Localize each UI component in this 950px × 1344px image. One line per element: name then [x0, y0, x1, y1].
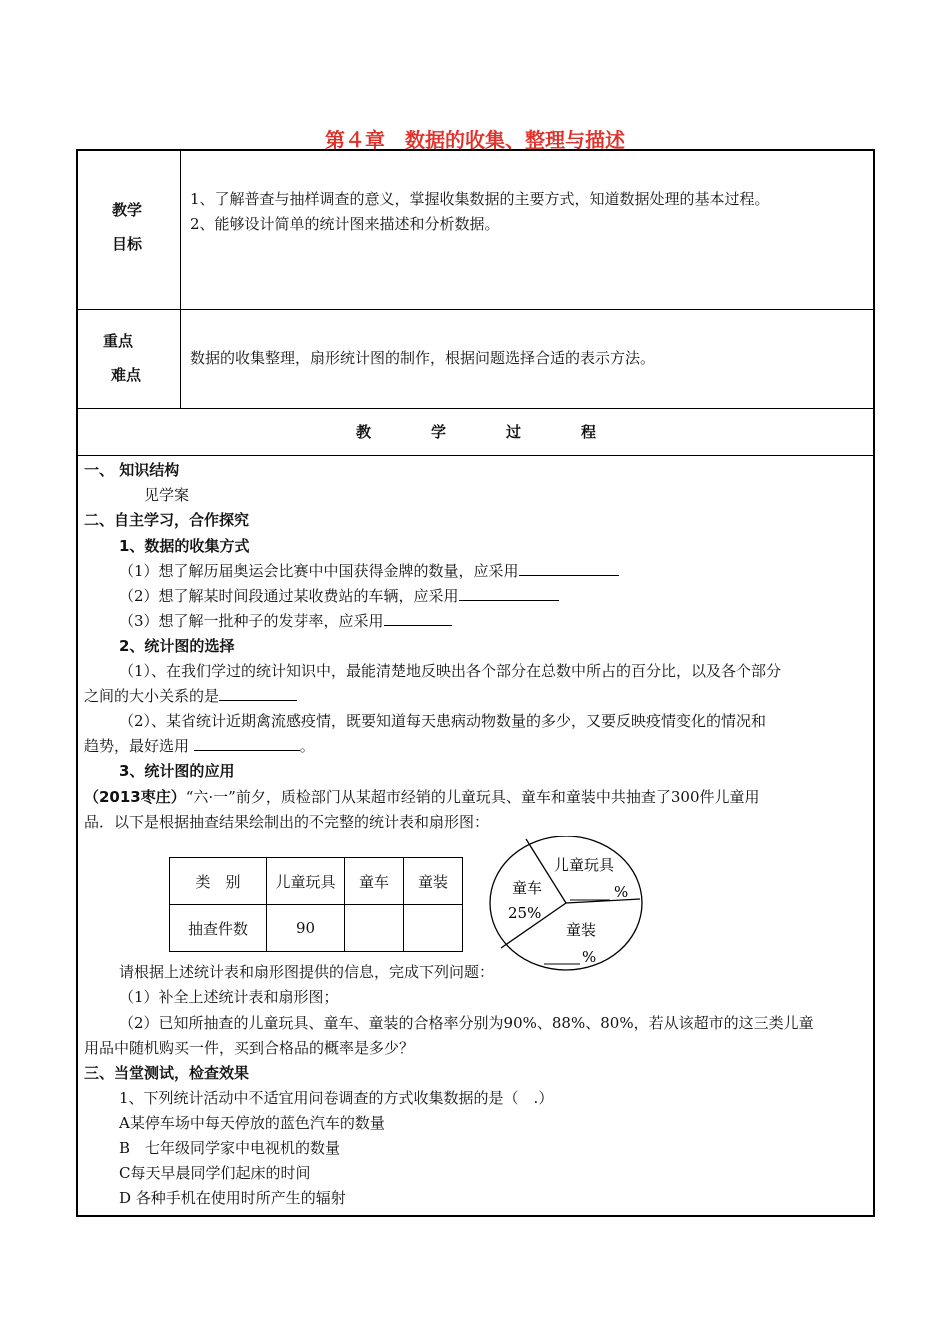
- subsection-heading: 3、统计图的应用: [119, 762, 235, 780]
- problem-text: “六·一”前夕，质检部门从某超市经销的儿童玩具、童车和童装中共抽查了300件儿童用: [185, 788, 760, 806]
- process-header-char: 过: [506, 423, 522, 441]
- question-text: （3）想了解一批种子的发芽率，应采用: [119, 612, 384, 630]
- page-title: 第４章 数据的收集、整理与描述: [325, 128, 625, 152]
- problem-task: 用品中随机购买一件，买到合格品的概率是多少？: [84, 1039, 415, 1057]
- answer-blank[interactable]: [519, 561, 619, 576]
- pie-value-toys: %: [614, 883, 629, 901]
- statistics-table: [169, 857, 463, 952]
- subsection-heading: 1、数据的收集方式: [119, 537, 250, 555]
- pie-chart: [484, 836, 664, 972]
- table-row: [170, 858, 463, 905]
- table-cell: 90: [267, 905, 345, 952]
- question-text: （1）、在我们学过的统计知识中，最能清楚地反映出各个部分在总数中所占的百分比，以及各个部分: [119, 662, 782, 680]
- problem-task: （1）补全上述统计表和扇形图；: [119, 988, 339, 1006]
- process-header-char: 学: [431, 423, 447, 441]
- divider: [76, 408, 875, 409]
- key-points-text: 数据的收集整理，扇形统计图的制作，根据问题选择合适的表示方法。: [190, 349, 656, 367]
- table-header-cell: 儿童玩具: [267, 858, 345, 905]
- question-text: （2）想了解某时间段通过某收费站的车辆，应采用: [119, 587, 459, 605]
- pie-label-clothing: 童装: [566, 921, 597, 939]
- answer-blank[interactable]: [219, 686, 297, 701]
- table-cell: 抽查件数: [170, 905, 267, 952]
- question-text: （1）想了解历届奥运会比赛中中国获得金牌的数量，应采用: [119, 562, 519, 580]
- divider: [76, 309, 875, 310]
- table-cell[interactable]: [404, 905, 463, 952]
- objective-item: 1、了解普查与抽样调查的意义，掌握收集数据的主要方式，知道数据处理的基本过程。: [190, 190, 770, 208]
- test-option: B 七年级同学家中电视机的数量: [119, 1139, 341, 1157]
- key-points-label: 难点: [111, 366, 142, 384]
- objective-item: 2、能够设计简单的统计图来描述和分析数据。: [190, 215, 500, 233]
- problem-intro: [84, 786, 760, 807]
- question-text: 之间的大小关系的是: [84, 687, 220, 705]
- question-text: 。: [299, 737, 315, 755]
- table-row: [170, 905, 463, 952]
- subsection-heading: 2、统计图的选择: [119, 637, 235, 655]
- objectives-label: 教学: [112, 201, 143, 219]
- section-heading: 二、自主学习，合作探究: [84, 511, 250, 529]
- question-line: [119, 560, 619, 581]
- question-text: （2）、某省统计近期禽流感疫情，既要知道每天患病动物数量的多少，又要反映疫情变化的情况和: [119, 712, 767, 730]
- table-header-cell: 童装: [404, 858, 463, 905]
- section-heading: 三、当堂测试，检查效果: [84, 1064, 250, 1082]
- divider: [76, 455, 875, 456]
- table-header-cell: 类 别: [170, 858, 267, 905]
- answer-blank[interactable]: [384, 611, 452, 626]
- pie-label-stroller: 童车: [512, 879, 543, 897]
- key-points-label: 重点: [103, 332, 134, 350]
- process-header-char: 教: [356, 423, 372, 441]
- test-question: 1、下列统计活动中不适宜用问卷调查的方式收集数据的是（ .）: [119, 1089, 554, 1107]
- section-heading: 一、 知识结构: [84, 461, 180, 479]
- answer-blank[interactable]: [459, 586, 559, 601]
- table-cell[interactable]: [345, 905, 404, 952]
- table-header-cell: 童车: [345, 858, 404, 905]
- divider: [180, 149, 181, 409]
- problem-text: 请根据上述统计表和扇形图提供的信息，完成下列问题：: [119, 963, 495, 981]
- question-line: [84, 735, 315, 756]
- test-option: A某停车场中每天停放的蓝色汽车的数量: [119, 1114, 385, 1132]
- question-line: [119, 610, 452, 631]
- objectives-label: 目标: [112, 235, 143, 253]
- pie-value-stroller: 25%: [508, 904, 542, 922]
- question-text: 趋势，最好选用: [84, 737, 194, 755]
- question-line: [119, 585, 559, 606]
- problem-source: （2013枣庄）: [84, 788, 186, 806]
- section-text: 见学案: [144, 486, 190, 504]
- test-option: D 各种手机在使用时所产生的辐射: [119, 1189, 346, 1207]
- process-header-char: 程: [581, 423, 597, 441]
- problem-text: 品．以下是根据抽查结果绘制出的不完整的统计表和扇形图：: [84, 813, 490, 831]
- pie-label-toys: 儿童玩具: [554, 856, 615, 874]
- pie-value-clothing: %: [582, 948, 597, 966]
- answer-blank[interactable]: [194, 736, 300, 751]
- problem-task: （2）已知所抽查的儿童玩具、童车、童装的合格率分别为90%、88%、80%，若从该超市的这三类儿童: [119, 1014, 814, 1032]
- test-option: C每天早晨同学们起床的时间: [119, 1164, 311, 1182]
- question-line: [84, 685, 297, 706]
